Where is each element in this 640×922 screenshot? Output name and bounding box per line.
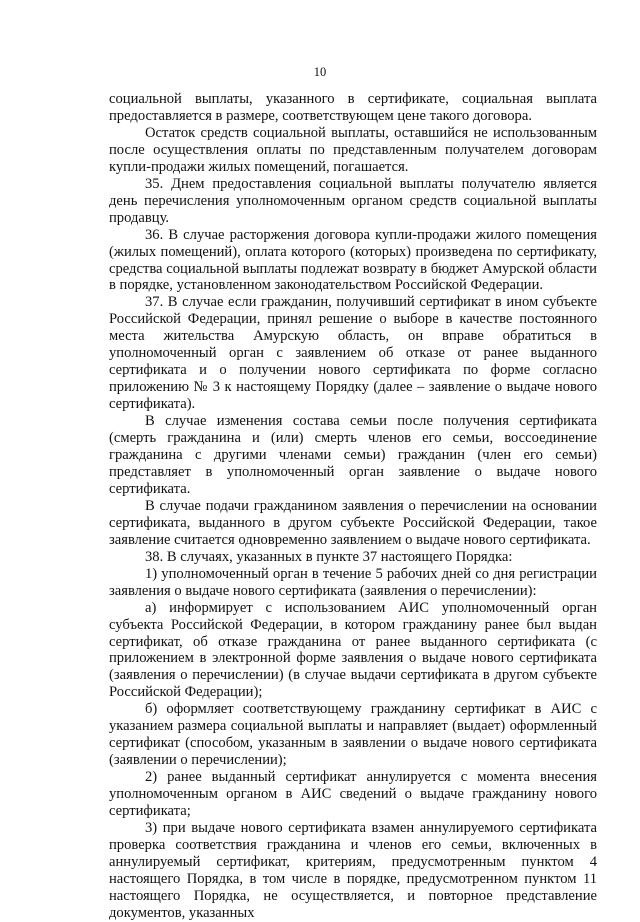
paragraph-transfer-application: В случае подачи гражданином заявления о перечислении на основании сертификата, выданного в другом субъекте Российской Федерации, такое заявление считается одновременно заявлением о выдаче нового сертификата. (109, 497, 597, 548)
paragraph-item-2: 2) ранее выданный сертификат аннулируется с момента внесения уполномоченным органом в АИС сведений о выдаче гражданину нового сертификата; (109, 769, 597, 820)
paragraph-item-1: 1) уполномоченный орган в течение 5 рабочих дней со дня регистрации заявления о выдаче нового сертификата (заявления о перечислении): (109, 565, 597, 599)
paragraph-clause-38: 38. В случаях, указанных в пункте 37 настоящего Порядка: (145, 548, 513, 565)
paragraph-continuation: социальной выплаты, указанного в сертификате, социальная выплата предоставляется в размере, соответствующем цене такого договора. (109, 91, 597, 124)
paragraph-item-3: 3) при выдаче нового сертификата взамен аннулируемого сертификата проверка соответствия гражданина и членов его семьи, включенных в аннулируемый сертификат, критериям, предусмотренным пунктом 4 настоящего Порядка, в том числе в порядке, предусмотренном пунктом 11 настоящего Порядка, не осуществляется, и повторное представление документов, указанных (109, 819, 597, 921)
page-number: 10 (313, 65, 327, 79)
paragraph-remaining-funds: Остаток средств социальной выплаты, оставшийся не использованным после осуществления оплаты по представленным получателем договорам купли-продажи жилых помещений, погашается. (109, 124, 597, 175)
paragraph-clause-35: 35. Днем предоставления социальной выплаты получателю является день перечисления уполномоченным органом средств социальной выплаты продавцу. (109, 175, 597, 226)
paragraph-family-change: В случае изменения состава семьи после получения сертификата (смерть гражданина и (или) смерть членов его семьи, воссоединение гражданина с другими членами семьи) гражданин (член его семьи) представляет в уполномоченный орган заявление о выдаче нового сертификата. (109, 413, 597, 497)
paragraph-clause-36: 36. В случае расторжения договора купли-продажи жилого помещения (жилых помещений), оплата которого (которых) произведена по сертификату, средства социальной выплаты подлежат возврату в бюджет Амурской области в порядке, установленном законодательством Российской Федерации. (109, 226, 597, 294)
document-body (109, 91, 597, 922)
paragraph-clause-37: 37. В случае если гражданин, получивший сертификат в ином субъекте Российской Федерации, принял решение о выборе в качестве постоянного места жительства Амурскую область, он вправе обратиться в уполномоченный орган с заявлением об отказе от ранее выданного сертификата и о получении нового сертификата по форме согласно приложению № 3 к настоящему Порядку (далее – заявление о выдаче нового сертификата). (109, 294, 597, 413)
paragraph-item-1a: а) информирует с использованием АИС уполномоченный орган субъекта Российской Федерации, в котором гражданину ранее был выдан сертификат, об отказе гражданина от ранее выданного сертификата (с приложением в электронной форме заявления о выдаче нового сертификата (заявления о перечислении) (в случае выдачи сертификата в другом субъекте Российской Федерации); (109, 599, 597, 701)
paragraph-item-1b: б) оформляет соответствующему гражданину сертификат в АИС с указанием размера социальной выплаты и направляет (выдает) оформленный сертификат (способом, указанным в заявлении о выдаче нового сертификата (заявлении о перечислении); (109, 701, 597, 769)
